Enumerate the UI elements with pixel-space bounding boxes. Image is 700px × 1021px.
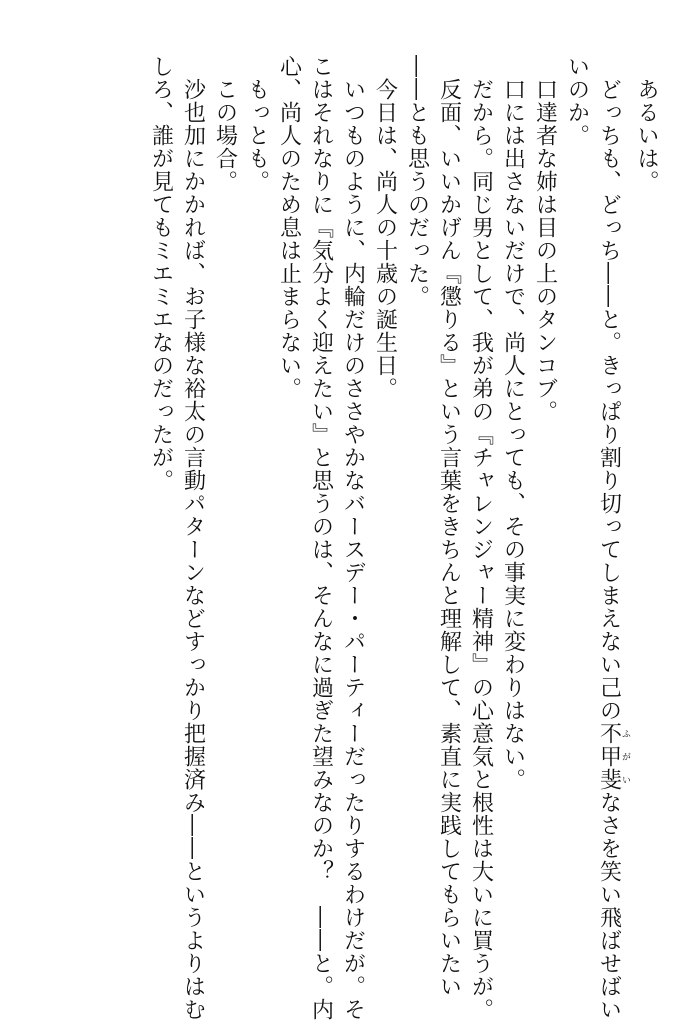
text-line-13: もっとも。 [244,55,270,193]
text-line-6: だから。同じ男として、我が弟の『チャレンジャー精神』の心意気と根性は大いに買うが。 [468,55,494,1021]
ruby-base: 不甲斐 [596,722,622,791]
furigana-fugai [596,722,630,791]
text-line-2-head: どっちも、どっち――と。きっぱり割り切ってしまえない己の [596,55,622,722]
text-line-2-tail: なさを笑い飛ばせばい [596,791,622,1021]
text-line-10: いつものように、内輪だけのささやかなバースデー・パーティーだったりするわけだが。そ [340,55,366,1021]
text-line-16: しろ、誰が見てもミエミエなのだったが。 [148,55,174,492]
text-line-9: 今日は、尚人の十歳の誕生日。 [372,55,398,400]
vertical-text-body [145,55,663,1021]
text-line-3: いのか。 [564,55,590,147]
text-line-12: 心、尚人のため息は止まらない。 [276,55,302,400]
text-line-14: この場合。 [212,55,238,193]
text-line-7: 反面、いいかげん『懲りる』という言葉をきちんと理解して、素直に実践してもらいたい [436,55,462,998]
text-line-8: ――とも思うのだった。 [404,55,430,308]
text-line-15: 沙也加にかかれば、お子様な裕太の言動パターンなどすっかり把握済み――というよりはむ [180,55,206,1021]
ruby-reading: ふがい [620,722,630,791]
text-line-1: あるいは。 [634,55,659,193]
text-line-11: こはそれなりに『気分よく迎えたい』と思うのは、そんなに過ぎた望みなのか？ ――と。内 [308,55,334,1021]
text-line-4: 口達者な姉は目の上のタンコブ。 [532,55,558,423]
text-line-2 [593,55,631,1021]
text-line-5: 口には出さないだけで、尚人にとっても、その事実に変わりはない。 [500,55,526,791]
